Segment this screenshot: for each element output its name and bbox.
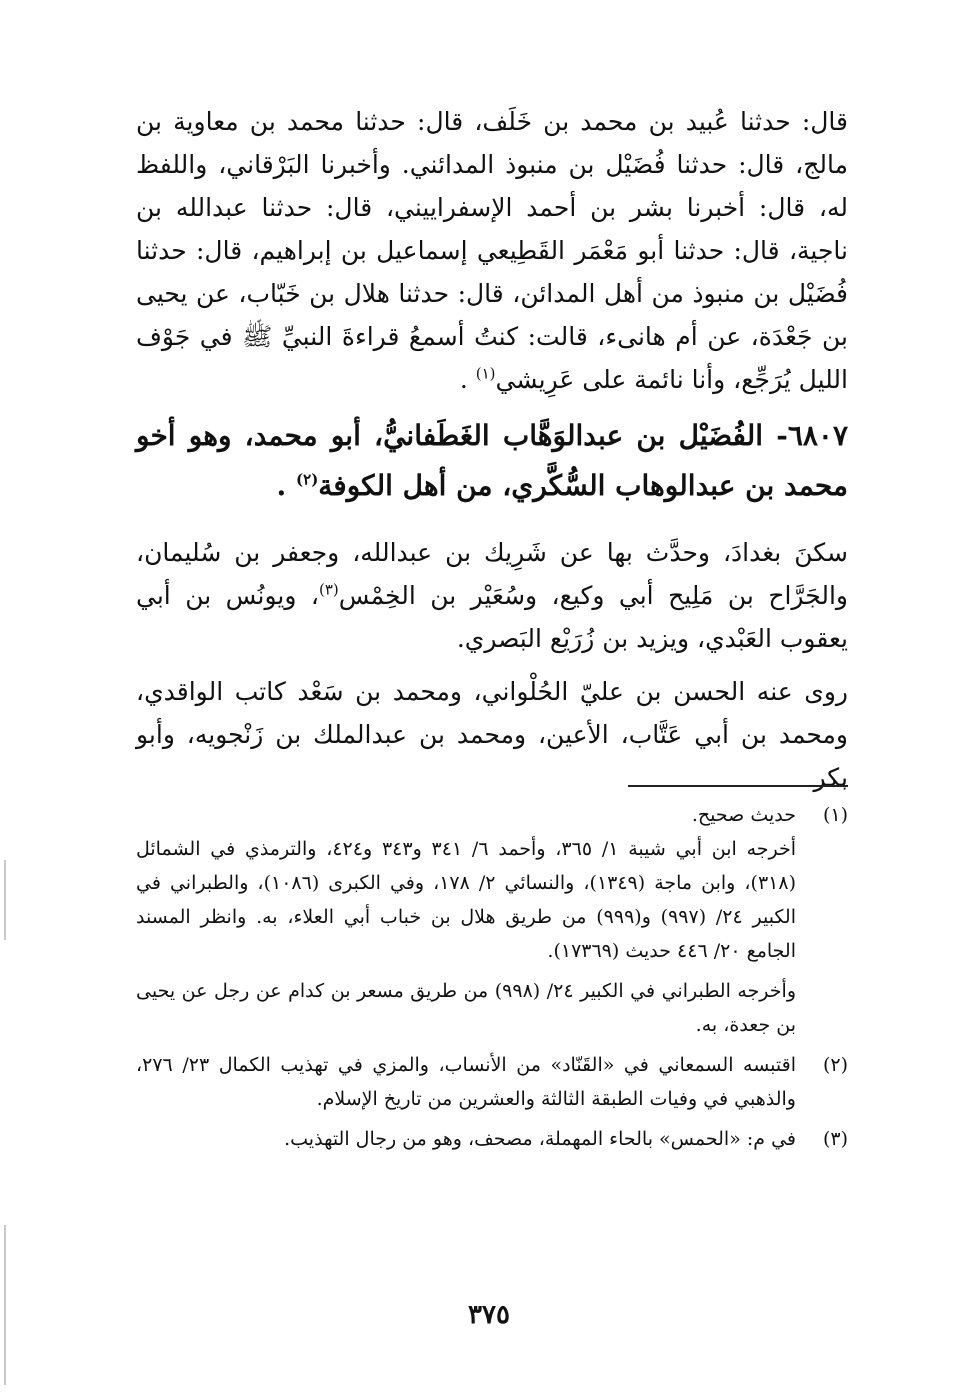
footnote-3 [136,1122,848,1156]
paragraph-teachers-text-b: ، ويونُس بن أبي يعقوب العَبْدي، ويزيد بن زُرَيْع البَصري. [136,581,848,653]
footnote-line: في م: «الحمس» بالحاء المهملة، مصحف، وهو من رجال التهذيب. [284,1128,796,1150]
footnote-ref-1: (١) [475,364,496,383]
footnote-divider [628,785,848,787]
paragraph-isnad [136,100,848,401]
footnote-text [136,798,796,1042]
paragraph-isnad-text: قال: حدثنا عُبيد بن محمد بن خَلَف، قال: حدثنا محمد بن معاوية بن مالج، قال: حدثنا فُضَيْل بن منبوذ المدائني. وأخبرنا البَرْقاني، واللفظ له، قال: أخبرنا بشر بن أحمد الإسفراييني، قال: حدثنا عبدالله بن ناجية، قال: حدثنا أبو مَعْمَر القَطِيعي إسماعيل بن إبراهيم، قال: حدثنا فُضَيْل بن منبوذ من أهل المدائن، قال: حدثنا هلال بن خَبّاب، عن يحيى بن جَعْدَة، عن أم هانىء، قالت: كنتُ أسمعُ قراءةَ النبيِّ ﷺ في جَوْف الليل يُرَجِّع، وأنا نائمة على عَرِيشي [136,107,848,394]
paragraph-teachers [136,531,848,660]
footnote-ref-2: (٢) [296,470,319,489]
scan-edge-mark [4,1225,6,1385]
page-number: ٣٧٥ [468,1300,510,1330]
footnotes [136,798,848,1162]
footnote-number: (١) [822,804,848,826]
footnote-1 [136,798,848,1042]
footnote-text [136,1122,796,1156]
biography-heading-text: ٦٨٠٧- الفُضَيْل بن عبدالوَهَّاب الغَطَفانيُّ، أبو محمد، وهو أخو محمد بن عبدالوهاب السُّكَّري، من أهل الكوفة [136,419,848,502]
main-text [136,100,848,809]
footnote-ref-3: (٣) [318,580,339,599]
footnote-line: أخرجه ابن أبي شيبة ١/ ٣٦٥، وأحمد ٦/ ٣٤١ و٣٤٣ و٤٢٤، والترمذي في الشمائل (٣١٨)، وابن ماجة (١٣٤٩)، والنسائي ٢/ ١٧٨، وفي الكبرى (١٠٨٦)، والطبراني في الكبير ٢٤/ (٩٩٧) و(٩٩٩) من طريق هلال بن خباب أبي العلاء، به. وانظر المسند الجامع ٢٠/ ٤٤٦ حديث (١٧٣٦٩). [136,838,797,962]
footnote-line: حديث صحيح. [691,804,796,826]
paragraph-isnad-end: . [459,365,476,394]
paragraph-students [136,670,848,799]
footnote-number: (٢) [822,1054,848,1076]
biography-heading-end: . [276,469,297,502]
footnote-text [136,1048,796,1116]
biography-heading [136,411,848,511]
paragraph-teachers-text-a: سكنَ بغدادَ، وحدَّث بها عن شَرِيك بن عبدالله، وجعفر بن سُليمان، والجَرَّاح بن مَلِيح أبي وكيع، وسُعَيْر بن الخِمْس [136,538,848,610]
footnote-line: وأخرجه الطبراني في الكبير ٢٤/ (٩٩٨) من طريق مسعر بن كدام عن رجل عن يحيى بن جعدة، به. [136,980,796,1036]
footnote-line: اقتبسه السمعاني في «القَنّاد» من الأنساب، والمزي في تهذيب الكمال ٢٣/ ٢٧٦، والذهبي في وفيات الطبقة الثالثة والعشرين من تاريخ الإسلام. [136,1054,796,1110]
footnote-2 [136,1048,848,1116]
footnote-number: (٣) [822,1128,848,1150]
paragraph-students-text: روى عنه الحسن بن عليّ الحُلْواني، ومحمد بن سَعْد كاتب الواقدي، ومحمد بن أبي عَتَّاب، الأعين، ومحمد بن عبدالملك بن زَنْجويه، وأبو بكر [136,677,848,792]
scan-edge-mark [4,860,6,940]
